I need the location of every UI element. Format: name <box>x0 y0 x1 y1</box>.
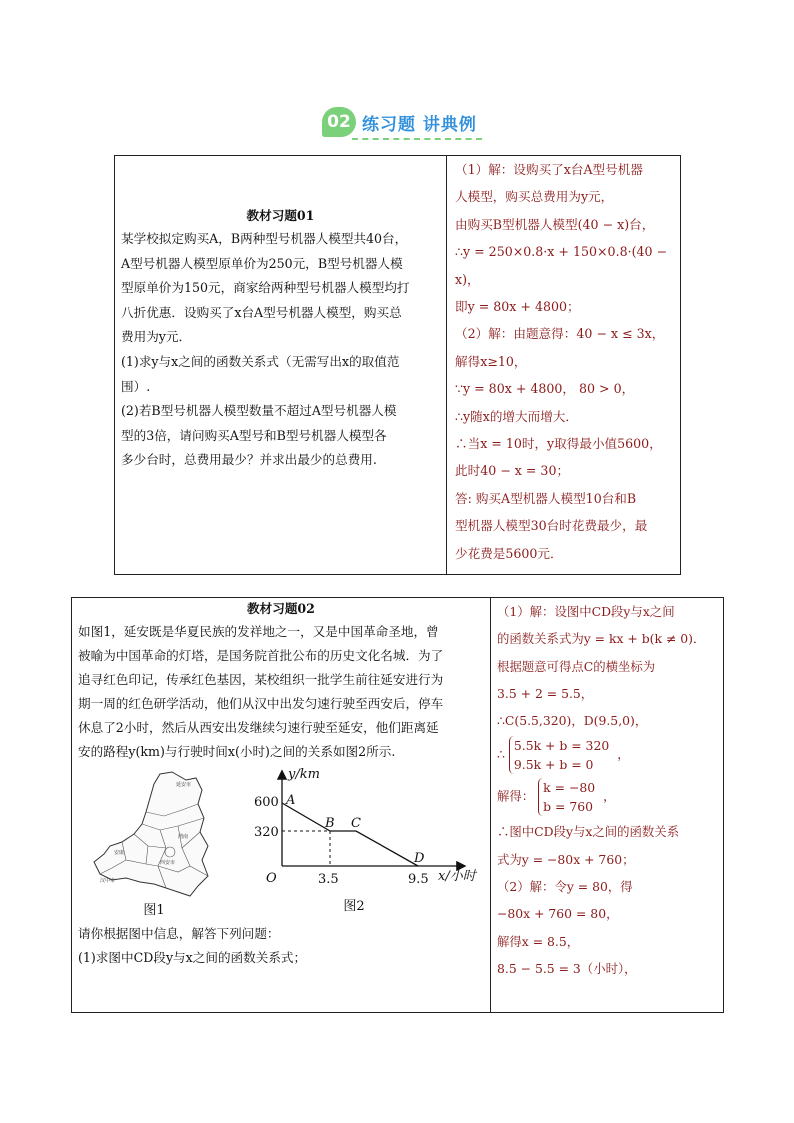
exercise-2-question <box>72 620 490 764</box>
exercise-1-title: 教材习题01 <box>246 208 315 223</box>
exercise-2-footer <box>72 922 490 970</box>
exercise-2-table <box>71 597 724 1013</box>
solution-line: （1）解：设图中CD段y与x之间 <box>497 604 675 619</box>
question-line: 型原单价为150元，商家给两种型号机器人模型均打 <box>121 280 410 296</box>
map-label: 西安市 <box>160 860 176 866</box>
map-label: 渭南 <box>178 834 189 840</box>
section-number-badge: 02 <box>322 107 356 137</box>
solution-line: 解得x = 8.5， <box>497 933 580 949</box>
question-line: 费用为y元． <box>121 329 192 345</box>
solution-line: ∴y随x的增大而增大． <box>455 408 578 424</box>
solution-line: 3.5 + 2 = 5.5， <box>497 685 594 701</box>
question-line: 安的路程y(km)与行驶时间x(小时)之间的关系如图2所示. <box>78 744 396 759</box>
exercise-1-table <box>114 155 681 575</box>
solution-line: 根据题意可得点C的横坐标为 <box>497 658 656 674</box>
solution-line: 少花费是5600元． <box>455 545 563 561</box>
solution-line: 解得x≥10， <box>455 353 527 369</box>
system-eq: b = 760 <box>543 799 594 815</box>
system-eq: k = −80 <box>543 780 596 796</box>
question-line: 型的3倍，请问购买A型号和B型号机器人模型各 <box>121 427 387 443</box>
exercise-1-solution-cell <box>447 156 681 575</box>
system-suffix: ， <box>617 746 630 762</box>
y-tick-label: 600 <box>254 795 279 810</box>
solution-line: （1）解：设购买了x台A型号机器 <box>455 162 643 177</box>
point-label: A <box>286 793 296 808</box>
question-line: (1)求图中CD段y与x之间的函数关系式； <box>78 950 307 965</box>
equation-system-2 <box>497 776 717 818</box>
x-tick-label: 9.5 <box>408 872 429 887</box>
solution-line: ∴C(5.5,320)，D(9.5,0)， <box>497 713 648 729</box>
question-line: 多少台时，总费用最少？并求出最少的总费用. <box>121 452 377 468</box>
solution-line: 即y = 80x + 4800； <box>455 299 580 315</box>
system-suffix: ， <box>603 788 616 804</box>
exercise-2-title: 教材习题02 <box>247 601 315 616</box>
question-line: 追寻红色印记，传承红色基因，某校组织一批学生前往延安进行为 <box>78 672 444 687</box>
map-label: 延安市 <box>176 782 192 788</box>
question-line: 期一周的红色研学活动，他们从汉中出发匀速行驶至西安后，停车 <box>78 696 444 711</box>
section-title: 练习题 讲典例 <box>362 115 477 135</box>
system-eq: 5.5k + b = 320 <box>513 738 610 754</box>
y-axis-label: y/km <box>288 767 320 782</box>
question-line: 请你根据图中信息，解答下列问题： <box>78 926 280 941</box>
map-label: 安康 <box>114 850 125 856</box>
question-line: 如图1，延安既是华夏民族的发祥地之一，又是中国革命圣地，曾 <box>78 624 439 639</box>
system-brace <box>538 778 599 816</box>
question-line: (1)求y与x之间的函数关系式（无需写出x的取值范 <box>121 353 400 369</box>
solution-line: 人模型，购买总费用为y元， <box>455 189 614 205</box>
question-line: 某学校拟定购买A，B两种型号机器人模型共40台， <box>121 231 408 246</box>
figures <box>72 764 490 922</box>
solution-line: 答: 购买A型机器人模型10台和B <box>455 490 637 506</box>
point-label: D <box>414 851 425 866</box>
solution-line: 式为y = −80x + 760； <box>497 851 635 867</box>
solution-line: ∴当x = 10时，y取得最小值5600， <box>455 436 662 452</box>
question-line: 被喻为中国革命的灯塔，是国务院首批公布的历史文化名城．为了 <box>78 648 444 663</box>
system-prefix: 解得： <box>497 788 535 804</box>
solution-line: 此时40 − x = 30； <box>455 463 570 479</box>
exercise-1-solution <box>447 156 680 567</box>
solution-line: ∵y = 80x + 4800， 80 > 0， <box>455 381 635 397</box>
map-figure <box>86 768 216 918</box>
question-line: A型号机器人模型原单价为250元，B型号机器人模 <box>121 255 403 271</box>
x-axis-label: x/小时 <box>438 869 476 884</box>
solution-line: （2）解：由题意得：40 − x ≤ 3x， <box>455 326 665 342</box>
system-prefix: ∴ <box>497 746 505 762</box>
solution-line: ∴图中CD段y与x之间的函数关系 <box>497 824 680 840</box>
exercise-2-question-cell <box>72 598 491 1013</box>
solution-line: 8.5 − 5.5 = 3（小时）， <box>497 960 637 976</box>
question-line: 八折优惠．设购买了x台A型号机器人模型，购买总 <box>121 304 402 320</box>
solution-line: （2）解：令y = 80，得 <box>497 879 633 895</box>
question-line: (2)若B型号机器人模型数量不超过A型号机器人模 <box>121 403 397 419</box>
solution-line: 的函数关系式为y = kx + b(k ≠ 0)． <box>497 631 706 647</box>
y-tick-label: 320 <box>254 825 279 840</box>
exercise-2-solution-cell <box>491 598 724 1013</box>
equation-system-1 <box>497 734 717 776</box>
solution-line: 由购买B型机器人模型(40 − x)台， <box>455 216 655 232</box>
exercise-1-question-cell <box>115 156 447 575</box>
title-underline <box>352 138 482 140</box>
point-label: C <box>351 816 361 831</box>
system-brace <box>509 736 613 774</box>
x-tick-label: 3.5 <box>318 872 339 887</box>
section-header <box>0 105 794 145</box>
solution-line: 型机器人模型30台时花费最少，最 <box>455 518 648 534</box>
exercise-1-question <box>115 227 446 473</box>
solution-line: −80x + 760 = 80， <box>497 906 619 922</box>
figure-2-label: 图2 <box>343 899 365 914</box>
question-line: 休息了2小时，然后从西安出发继续匀速行驶至延安，他们距离延 <box>78 720 439 735</box>
distance-polyline <box>282 803 418 866</box>
map-label: 汉中市 <box>100 878 116 884</box>
graph-figure <box>238 764 488 922</box>
solution-line: ∴y = 250×0.8·x + 150×0.8·(40 − x)， <box>455 244 668 287</box>
figure-1-label: 图1 <box>143 903 165 918</box>
point-label: B <box>325 816 335 831</box>
system-eq: 9.5k + b = 0 <box>513 757 594 773</box>
origin-label: O <box>266 871 277 886</box>
question-line: 围）. <box>121 378 151 394</box>
exercise-2-solution <box>491 598 723 982</box>
